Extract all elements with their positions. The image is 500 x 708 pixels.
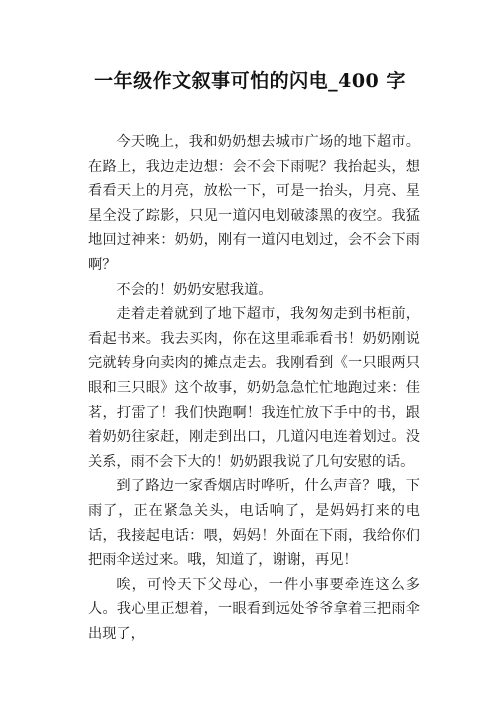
paragraph: 不会的！奶奶安慰我道。	[116, 281, 273, 298]
document-body	[88, 130, 420, 646]
paragraph: 走着走着就到了地下超市，我匆匆走到书柜前，看起书来。我去买肉，你在这里乖乖看书！奶奶刚说完就转身向卖肉的摊点走去。我刚看到《一只眼两只眼和三只眼》这个故事，奶奶急急忙忙地跑过来：佳茗，打雷了！我们快跑啊！我连忙放下手中的书，跟着奶奶往家赶，刚走到出口，几道闪电连着划过。没关系，雨不会下大的！奶奶跟我说了几句安慰的话。	[88, 306, 420, 470]
paragraph: 到了路边一家香烟店时哗听，什么声音？哦，下雨了，正在紧急关头，电话响了，是妈妈打来的电话，我接起电话：喂，妈妈！外面在下雨，我给你们把雨伞送过来。哦，知道了，谢谢，再见！	[88, 478, 420, 569]
paragraph: 今天晚上，我和奶奶想去城市广场的地下超市。在路上，我边走边想：会不会下雨呢？我抬起头，想看看天上的月亮，放松一下，可是一抬头，月亮、星星全没了踪影，只见一道闪电划破漆黑的夜空。我猛地回过神来：奶奶，刚有一道闪电划过，会不会下雨啊？	[88, 134, 420, 273]
document-title: 一年级作文叙事可怕的闪电_400 字	[94, 70, 406, 92]
paragraph: 唉，可怜天下父母心，一件小事要牵连这么多人。我心里正想着，一眼看到远处爷爷拿着三把雨伞出现了，	[88, 576, 420, 642]
